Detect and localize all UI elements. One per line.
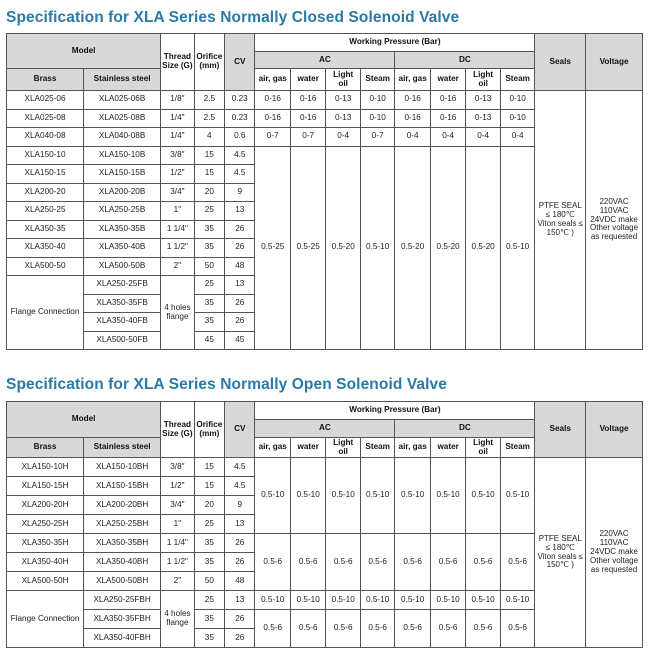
brass-model-cell: XLA040-08 [7,128,84,147]
media-header: air, gas [395,69,430,91]
orifice-cell: 50 [194,572,224,591]
no-spec-table [6,401,643,648]
stainless-model-cell: XLA150-15B [84,165,161,184]
thread-size-cell: 1" [161,202,194,221]
working-pressure-header: Working Pressure (Bar) [255,402,535,420]
pressure-cell: 0-13 [326,109,360,128]
stainless-model-cell: XLA025-06B [84,91,161,110]
media-header: air, gas [395,438,430,458]
brass-model-cell: XLA150-10H [7,458,84,477]
cv-cell: 13 [225,591,255,610]
brass-model-cell: XLA350-40 [7,239,84,258]
model-header: Model [7,34,161,69]
nc-table-body [7,34,643,350]
stainless-model-cell: XLA350-40B [84,239,161,258]
stainless-model-cell: XLA200-20BH [84,496,161,515]
cv-cell: 13 [225,276,255,295]
pressure-range-cell: 0.5-10 [500,458,535,534]
pressure-cell: 0-16 [430,109,465,128]
cv-cell: 26 [225,313,255,332]
media-header: water [430,69,465,91]
orifice-header: Orifice (mm) [194,402,224,458]
voltage-header: Voltage [586,402,643,458]
no-section-title: Specification for XLA Series Normally Open Solenoid Valve [6,376,447,393]
pressure-range-cell: 0.5-25 [255,146,290,350]
thread-size-cell: 3/8" [161,146,194,165]
pressure-range-cell: 0.5-10 [395,458,430,534]
orifice-cell: 50 [194,257,224,276]
pressure-cell: 0-16 [290,109,325,128]
seals-header: Seals [535,34,586,91]
orifice-cell: 20 [194,496,224,515]
thread-size-cell: 1/8" [161,91,194,110]
stainless-model-cell: XLA250-25FBH [84,591,161,610]
pressure-range-cell: 0.5-6 [255,610,290,648]
media-header: water [430,438,465,458]
pressure-range-cell: 0.5-6 [360,534,394,591]
no-table-body [7,402,643,648]
flange-connection-label: Flange Connection [7,591,84,648]
pressure-cell: 0-4 [395,128,430,147]
brass-model-cell: XLA150-15H [7,477,84,496]
pressure-range-cell: 0.5-10 [360,146,394,350]
pressure-cell: 0-16 [255,91,290,110]
pressure-range-cell: 0.5-10 [290,458,325,534]
thread-size-cell: 1 1/2" [161,239,194,258]
cv-cell: 4.5 [225,146,255,165]
thread-size-cell: 1 1/4" [161,534,194,553]
pressure-range-cell: 0.5-6 [430,534,465,591]
brass-model-cell: XLA250-25H [7,515,84,534]
brass-header: Brass [7,438,84,458]
seals-cell: PTFE SEAL ≤ 180℃ Viton seals ≤ 150℃ ) [535,458,586,648]
stainless-model-cell: XLA150-10BH [84,458,161,477]
cv-cell: 26 [225,220,255,239]
pressure-cell: 0-16 [395,109,430,128]
orifice-cell: 45 [194,331,224,350]
media-header: Light oil [326,69,360,91]
voltage-cell: 220VAC 110VAC 24VDC make Other voltage as requested [586,91,643,350]
pressure-range-cell: 0.5-6 [360,610,394,648]
pressure-range-cell: 0.5-6 [290,534,325,591]
orifice-cell: 35 [194,313,224,332]
thread-size-cell: 1 1/4" [161,220,194,239]
media-header: Light oil [466,438,500,458]
cv-cell: 9 [225,183,255,202]
cv-cell: 9 [225,496,255,515]
voltage-header: Voltage [586,34,643,91]
cv-cell: 0.23 [225,91,255,110]
pressure-range-cell: 0.5-6 [395,534,430,591]
orifice-cell: 35 [194,220,224,239]
pressure-cell: 0-7 [360,128,394,147]
stainless-model-cell: XLA250-25BH [84,515,161,534]
pressure-range-cell: 0.5-20 [430,146,465,350]
pressure-cell: 0-13 [326,91,360,110]
pressure-range-cell: 0.5-6 [500,610,535,648]
media-header: Light oil [326,438,360,458]
cv-cell: 26 [225,239,255,258]
ac-header: AC [255,420,395,438]
pressure-range-cell: 0.5-10 [500,146,535,350]
pressure-cell: 0-4 [326,128,360,147]
pressure-cell: 0-4 [466,128,500,147]
orifice-cell: 15 [194,477,224,496]
stainless-model-cell: XLA500-50BH [84,572,161,591]
dc-header: DC [395,420,535,438]
pressure-cell: 0-7 [290,128,325,147]
media-header: Steam [360,69,394,91]
orifice-cell: 25 [194,591,224,610]
stainless-model-cell: XLA350-40FB [84,313,161,332]
pressure-cell: 0.5-10 [395,591,430,610]
media-header: air, gas [255,438,290,458]
pressure-range-cell: 0.5-10 [255,458,290,534]
cv-cell: 4.5 [225,165,255,184]
orifice-cell: 35 [194,629,224,648]
orifice-cell: 35 [194,239,224,258]
pressure-range-cell: 0.5-10 [430,458,465,534]
brass-model-cell: XLA350-35H [7,534,84,553]
cv-cell: 4.5 [225,477,255,496]
pressure-range-cell: 0.5-20 [326,146,360,350]
cv-cell: 13 [225,515,255,534]
brass-model-cell: XLA150-15 [7,165,84,184]
cv-cell: 26 [225,629,255,648]
orifice-cell: 15 [194,165,224,184]
cv-header: CV [225,34,255,91]
flange-connection-label: Flange Connection [7,276,84,350]
pressure-range-cell: 0.5-20 [395,146,430,350]
pressure-range-cell: 0.5-6 [430,610,465,648]
pressure-cell: 0-16 [430,91,465,110]
cv-cell: 0.23 [225,109,255,128]
pressure-range-cell: 0.5-6 [395,610,430,648]
media-header: water [290,438,325,458]
brass-model-cell: XLA025-08 [7,109,84,128]
pressure-range-cell: 0.5-20 [466,146,500,350]
thread-size-cell: 1/2" [161,165,194,184]
stainless-model-cell: XLA200-20B [84,183,161,202]
thread-size-cell: 1" [161,515,194,534]
thread-size-cell: 2" [161,257,194,276]
brass-model-cell: XLA350-40H [7,553,84,572]
orifice-cell: 35 [194,610,224,629]
pressure-range-cell: 0.5-6 [255,534,290,591]
thread-size-cell: 3/4" [161,183,194,202]
orifice-cell: 25 [194,276,224,295]
stainless-model-cell: XLA150-15BH [84,477,161,496]
pressure-range-cell: 0.5-6 [466,534,500,591]
stainless-model-cell: XLA350-35FBH [84,610,161,629]
orifice-cell: 15 [194,146,224,165]
pressure-range-cell: 0.5-6 [500,534,535,591]
orifice-cell: 20 [194,183,224,202]
cv-cell: 26 [225,534,255,553]
brass-model-cell: XLA500-50 [7,257,84,276]
nc-section-title: Specification for XLA Series Normally Closed Solenoid Valve [6,9,460,26]
stainless-model-cell: XLA350-35BH [84,534,161,553]
orifice-cell: 2.5 [194,91,224,110]
media-header: water [290,69,325,91]
orifice-header: Orifice (mm) [194,34,224,91]
stainless-model-cell: XLA350-35FB [84,294,161,313]
brass-model-cell: XLA500-50H [7,572,84,591]
brass-model-cell: XLA150-10 [7,146,84,165]
orifice-cell: 35 [194,534,224,553]
table-row [7,458,643,477]
thread-size-cell: 3/4" [161,496,194,515]
stainless-model-cell: XLA040-08B [84,128,161,147]
media-header: Light oil [466,69,500,91]
table-row [7,91,643,110]
voltage-cell: 220VAC 110VAC 24VDC make Other voltage as requested [586,458,643,648]
stainless-model-cell: XLA350-40BH [84,553,161,572]
stainless-model-cell: XLA250-25FB [84,276,161,295]
seals-header: Seals [535,402,586,458]
pressure-range-cell: 0.5-6 [326,534,360,591]
pressure-cell: 0-4 [430,128,465,147]
pressure-cell: 0.5-10 [255,591,290,610]
cv-cell: 4.5 [225,458,255,477]
pressure-range-cell: 0.5-6 [326,610,360,648]
orifice-cell: 35 [194,294,224,313]
thread-size-cell: 1 1/2" [161,553,194,572]
stainless-model-cell: XLA500-50FB [84,331,161,350]
cv-cell: 48 [225,572,255,591]
stainless-model-cell: XLA500-50B [84,257,161,276]
pressure-range-cell: 0.5-10 [326,458,360,534]
pressure-cell: 0.5-10 [500,591,535,610]
nc-spec-table [6,33,643,350]
pressure-cell: 0-10 [500,91,535,110]
pressure-cell: 0-7 [255,128,290,147]
media-header: Steam [500,69,535,91]
brass-model-cell: XLA200-20 [7,183,84,202]
pressure-cell: 0.5-10 [326,591,360,610]
pressure-range-cell: 0.5-6 [290,610,325,648]
cv-cell: 13 [225,202,255,221]
thread-size-cell: 1/4" [161,109,194,128]
thread-size-cell: 2" [161,572,194,591]
cv-cell: 26 [225,610,255,629]
pressure-cell: 0.5-10 [466,591,500,610]
stainless-steel-header: Stainless steel [84,69,161,91]
cv-cell: 45 [225,331,255,350]
media-header: Steam [500,438,535,458]
cv-cell: 48 [225,257,255,276]
cv-cell: 0.6 [225,128,255,147]
model-header: Model [7,402,161,438]
orifice-cell: 25 [194,515,224,534]
thread-size-cell: 3/8" [161,458,194,477]
pressure-cell: 0-4 [500,128,535,147]
pressure-cell: 0-13 [466,109,500,128]
brass-model-cell: XLA350-35 [7,220,84,239]
media-header: air, gas [255,69,290,91]
pressure-cell: 0-10 [500,109,535,128]
flange-thread-cell: 4 holes flange [161,276,194,350]
orifice-cell: 35 [194,553,224,572]
dc-header: DC [395,52,535,69]
flange-thread-cell: 4 holes flange [161,591,194,648]
orifice-cell: 25 [194,202,224,221]
thread-size-header: Thread Size (G) [161,34,194,91]
stainless-model-cell: XLA250-25B [84,202,161,221]
pressure-range-cell: 0.5-10 [466,458,500,534]
orifice-cell: 15 [194,458,224,477]
stainless-model-cell: XLA350-40FBH [84,629,161,648]
cv-cell: 26 [225,294,255,313]
brass-model-cell: XLA025-06 [7,91,84,110]
pressure-cell: 0-10 [360,109,394,128]
thread-size-cell: 1/2" [161,477,194,496]
pressure-range-cell: 0.5-10 [360,458,394,534]
pressure-cell: 0-16 [395,91,430,110]
pressure-cell: 0-13 [466,91,500,110]
stainless-model-cell: XLA350-35B [84,220,161,239]
orifice-cell: 2.5 [194,109,224,128]
cv-header: CV [225,402,255,458]
brass-header: Brass [7,69,84,91]
brass-model-cell: XLA200-20H [7,496,84,515]
stainless-steel-header: Stainless steel [84,438,161,458]
cv-cell: 26 [225,553,255,572]
pressure-cell: 0.5-10 [360,591,394,610]
pressure-range-cell: 0.5-6 [466,610,500,648]
pressure-range-cell: 0.5-25 [290,146,325,350]
pressure-cell: 0-16 [255,109,290,128]
stainless-model-cell: XLA025-08B [84,109,161,128]
stainless-model-cell: XLA150-10B [84,146,161,165]
brass-model-cell: XLA250-25 [7,202,84,221]
thread-size-cell: 1/4" [161,128,194,147]
ac-header: AC [255,52,395,69]
pressure-cell: 0.5-10 [290,591,325,610]
media-header: Steam [360,438,394,458]
pressure-cell: 0.5-10 [430,591,465,610]
thread-size-header: Thread Size (G) [161,402,194,458]
working-pressure-header: Working Pressure (Bar) [255,34,535,52]
orifice-cell: 4 [194,128,224,147]
pressure-cell: 0-16 [290,91,325,110]
seals-cell: PTFE SEAL ≤ 180℃ Viton seals ≤ 150℃ ) [535,91,586,350]
pressure-cell: 0-10 [360,91,394,110]
